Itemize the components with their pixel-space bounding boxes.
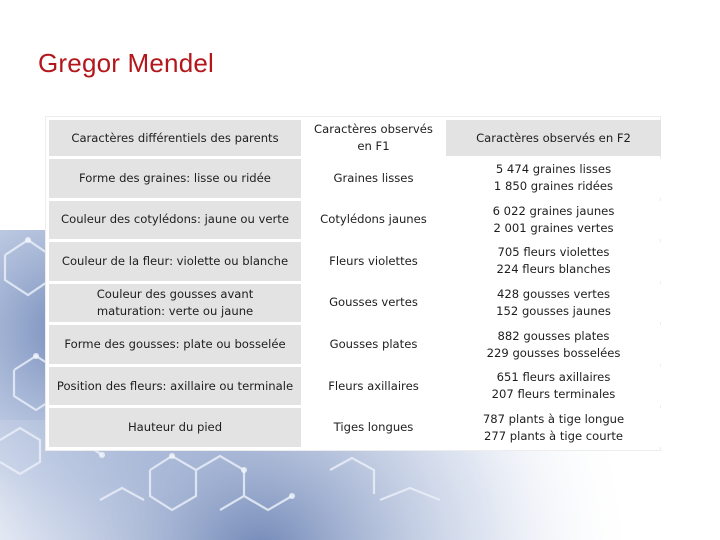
table-row bbox=[49, 242, 661, 281]
f2-cell: 6 022 graines jaunes 2 001 graines vertes bbox=[446, 201, 661, 240]
table-row bbox=[49, 367, 661, 406]
trait-cell: Couleur des gousses avant maturation: verte ou jaune bbox=[49, 284, 301, 323]
f1-cell: Gousses plates bbox=[304, 325, 443, 364]
f2-cell: 651 fleurs axillaires 207 fleurs terminales bbox=[446, 367, 661, 406]
trait-cell: Hauteur du pied bbox=[49, 408, 301, 447]
table-row bbox=[49, 201, 661, 240]
f1-cell: Cotylédons jaunes bbox=[304, 201, 443, 240]
header-f2: Caractères observés en F2 bbox=[446, 120, 661, 156]
f2-cell: 787 plants à tige longue 277 plants à tige courte bbox=[446, 408, 661, 447]
trait-cell: Couleur de la fleur: violette ou blanche bbox=[49, 242, 301, 281]
table-row bbox=[49, 159, 661, 198]
f1-cell: Graines lisses bbox=[304, 159, 443, 198]
table-row bbox=[49, 408, 661, 447]
f1-cell: Fleurs violettes bbox=[304, 242, 443, 281]
table-row bbox=[49, 325, 661, 364]
f1-cell: Gousses vertes bbox=[304, 284, 443, 323]
trait-cell: Position des fleurs: axillaire ou terminale bbox=[49, 367, 301, 406]
f1-cell: Tiges longues bbox=[304, 408, 443, 447]
f2-cell: 428 gousses vertes 152 gousses jaunes bbox=[446, 284, 661, 323]
f2-cell: 5 474 graines lisses 1 850 graines ridées bbox=[446, 159, 661, 198]
trait-cell: Forme des gousses: plate ou bosselée bbox=[49, 325, 301, 364]
f2-cell: 882 gousses plates 229 gousses bosselées bbox=[446, 325, 661, 364]
slide-title: Gregor Mendel bbox=[38, 48, 215, 78]
trait-cell: Forme des graines: lisse ou ridée bbox=[49, 159, 301, 198]
header-parents: Caractères différentiels des parents bbox=[49, 120, 301, 156]
f2-cell: 705 fleurs violettes 224 fleurs blanches bbox=[446, 242, 661, 281]
table-row bbox=[49, 284, 661, 323]
trait-cell: Couleur des cotylédons: jaune ou verte bbox=[49, 201, 301, 240]
header-f1: Caractères observés en F1 bbox=[304, 120, 443, 156]
table-header-row bbox=[49, 120, 661, 156]
traits-table-grid bbox=[46, 117, 664, 450]
mendel-traits-table bbox=[46, 117, 660, 450]
f1-cell: Fleurs axillaires bbox=[304, 367, 443, 406]
